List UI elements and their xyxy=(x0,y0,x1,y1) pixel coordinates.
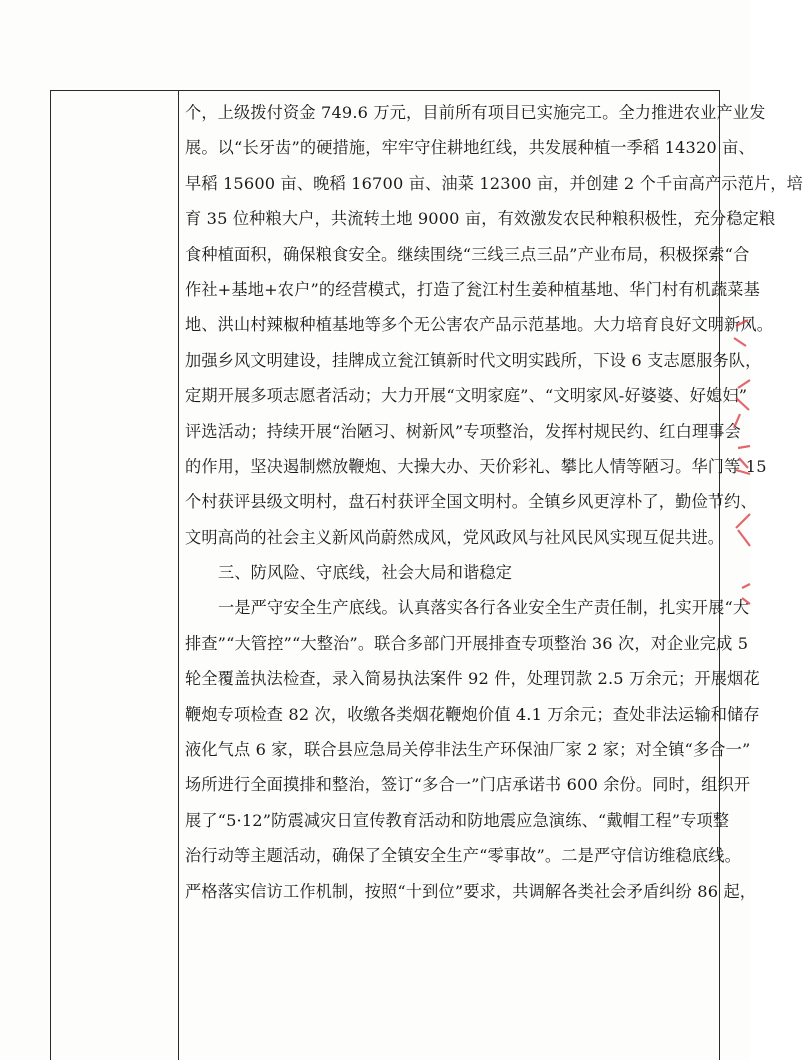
body-text-line: 食种植面积，确保粮食安全。继续围绕“三线三点三品”产业布局，积极探索“合 xyxy=(185,244,750,264)
official-seal-fragment xyxy=(730,318,750,618)
section-heading: 三、防风险、守底线，社会大局和谐稳定 xyxy=(218,563,513,583)
body-text-line: 一是严守安全生产底线。认真落实各行各业安全生产责任制，扎实开展“大 xyxy=(218,598,750,618)
body-text-line: 排查”“大管控”“大整治”。联合多部门开展排查专项整治 36 次，对企业完成 5 xyxy=(185,633,749,653)
body-text-line: 个，上级拨付资金 749.6 万元，目前所有项目已实施完工。全力推进农业产业发 xyxy=(185,103,766,122)
body-text-line: 定期开展多项志愿者活动；大力开展“文明家庭”、“文明家风-好婆婆、好媳妇” xyxy=(185,386,748,406)
body-text-line: 个村获评县级文明村，盘石村获评全国文明村。全镇乡风更淳朴了，勤俭节约、 xyxy=(185,492,757,512)
body-text-line: 严格落实信访工作机制，按照“十到位”要求，共调解各类社会矛盾纠纷 86 起， xyxy=(185,881,757,901)
body-text-line: 作社+基地+农户”的经营模式，打造了瓮江村生姜种植基地、华门村有机蔬菜基 xyxy=(185,279,760,299)
body-text-line: 展。以“长牙齿”的硬措施，牢牢守住耕地红线，共发展种植一季稻 14320 亩、 xyxy=(185,138,755,158)
document-table xyxy=(50,90,803,1060)
body-text-line: 育 35 位种粮大户，共流转土地 9000 亩，有效激发农民种粮积极性，充分稳定粮 xyxy=(185,209,776,229)
body-text-line: 轮全覆盖执法检查，录入简易执法案件 92 件，处理罚款 2.5 万余元；开展烟花 xyxy=(185,669,760,689)
body-text-line: 地、洪山村辣椒种植基地等多个无公害农产品示范基地。大力培育良好文明新风。 xyxy=(185,315,774,335)
table-column-divider xyxy=(178,91,179,1060)
body-text-line: 早稻 15600 亩、晚稻 16700 亩、油菜 12300 亩，并创建 2 个千亩高产示范片，培 xyxy=(185,173,803,193)
body-text-line: 场所进行全面摸排和整治，签订“多合一”门店承诺书 600 余份。同时，组织开 xyxy=(185,775,751,795)
body-text-line: 鞭炮专项检查 82 次，收缴各类烟花鞭炮价值 4.1 万余元；查处非法运输和储存 xyxy=(185,704,760,724)
table-content-cell xyxy=(185,95,803,909)
body-text-line: 加强乡风文明建设，挂牌成立瓮江镇新时代文明实践所，下设 6 支志愿服务队， xyxy=(185,350,762,370)
body-text-line: 文明高尚的社会主义新风尚蔚然成风，党风政风与社风民风实现互促共进。 xyxy=(185,527,725,547)
body-text-line: 治行动等主题活动，确保了全镇安全生产“零事故”。二是严守信访维稳底线。 xyxy=(185,846,741,866)
body-text-line: 的作用，坚决遏制燃放鞭炮、大操大办、天价彩礼、攀比人情等陋习。华门等 15 xyxy=(185,456,767,476)
body-text-line: 评选活动；持续开展“治陋习、树新风”专项整治，发挥村规民约、红白理事会 xyxy=(185,421,741,441)
body-text-line: 液化气点 6 家，联合县应急局关停非法生产环保油厂家 2 家；对全镇“多合一” xyxy=(185,740,751,760)
body-text-line: 展了“5·12”防震减灾日宣传教育活动和防地震应急演练、“戴帽工程”专项整 xyxy=(185,810,730,830)
